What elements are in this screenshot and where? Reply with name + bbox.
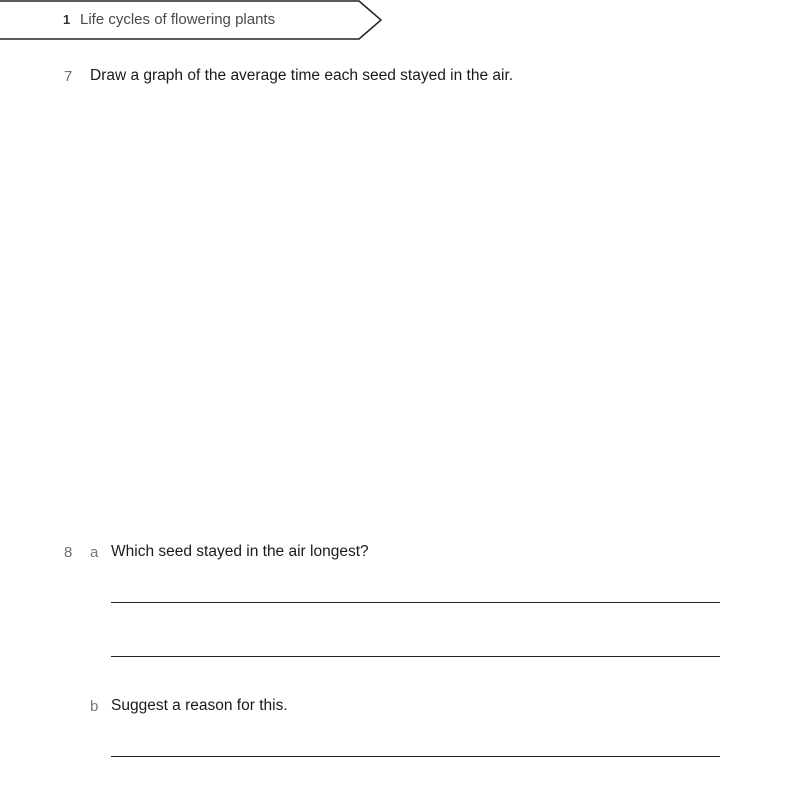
question-8b-label: b xyxy=(90,698,99,715)
answer-line[interactable] xyxy=(111,656,720,657)
chapter-title: Life cycles of flowering plants xyxy=(80,11,276,28)
graph-drawing-area[interactable] xyxy=(90,100,730,520)
question-8-number: 8 xyxy=(64,544,73,561)
answer-line[interactable] xyxy=(111,756,720,757)
question-8b-text: Suggest a reason for this. xyxy=(111,697,288,714)
question-7-number: 7 xyxy=(64,68,73,85)
question-7-text: Draw a graph of the average time each seed stayed in the air. xyxy=(90,67,514,84)
answer-line[interactable] xyxy=(111,602,720,603)
chapter-number: 1 xyxy=(63,12,71,27)
question-8a-label: a xyxy=(90,544,99,561)
chapter-banner xyxy=(0,0,384,41)
question-8a-text: Which seed stayed in the air longest? xyxy=(111,543,369,560)
